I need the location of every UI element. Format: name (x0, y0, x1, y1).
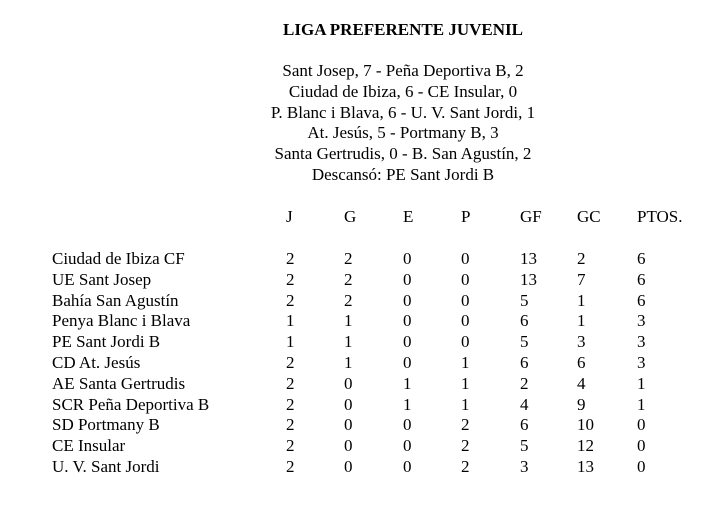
stat-cell: 0 (461, 311, 470, 331)
stat-cell: 5 (520, 290, 529, 310)
stat-cell: 13 (520, 269, 537, 289)
stat-cell: 1 (461, 353, 470, 372)
result-line: Sant Josep, 7 - Peña Deportiva B, 2 (282, 61, 524, 80)
stat-cell: 1 (637, 394, 646, 414)
page-title: LIGA PREFERENTE JUVENIL (283, 20, 523, 39)
stat-cell: 0 (461, 269, 470, 289)
stat-cell: 10 (577, 415, 594, 435)
team-name: U. V. Sant Jordi (52, 457, 160, 476)
stat-cell: 6 (637, 249, 646, 268)
stat-cell: 3 (577, 332, 586, 352)
stat-cell: 13 (520, 249, 537, 268)
stat-cell: 0 (403, 290, 412, 310)
stat-cell: 1 (461, 373, 470, 393)
stat-cell: 0 (461, 332, 470, 352)
stat-cell: 1 (286, 332, 295, 352)
stat-cell: 5 (520, 436, 529, 456)
stat-cell: 2 (286, 353, 295, 372)
team-name: PE Sant Jordi B (52, 332, 161, 352)
stat-cell: 1 (286, 311, 295, 331)
stat-cell: 12 (577, 436, 594, 456)
team-name: UE Sant Josep (52, 269, 152, 289)
stat-cell: 2 (520, 373, 529, 393)
stat-cell: 1 (344, 332, 353, 352)
stat-cell: 1 (637, 373, 646, 393)
stat-cell: 2 (286, 290, 295, 310)
stat-cell: 2 (344, 269, 353, 289)
stat-cell: 3 (637, 332, 646, 352)
stat-cell: 2 (344, 249, 353, 268)
col-header-g: G (344, 207, 357, 226)
stat-cell: 0 (344, 373, 353, 393)
stat-cell: 2 (286, 415, 295, 435)
stat-cell: 0 (461, 290, 470, 310)
stat-cell: 2 (461, 436, 470, 456)
stat-cell: 2 (286, 249, 295, 268)
stat-cell: 2 (461, 457, 470, 476)
stat-cell: 3 (520, 457, 529, 476)
result-line: Ciudad de Ibiza, 6 - CE Insular, 0 (288, 81, 518, 101)
team-name: Penya Blanc i Blava (52, 311, 191, 331)
col-header-p: P (461, 207, 471, 226)
stat-cell: 0 (344, 436, 353, 456)
stat-cell: 2 (286, 269, 295, 289)
stat-cell: 0 (403, 311, 412, 331)
stat-cell: 6 (520, 353, 529, 372)
stat-cell: 6 (520, 415, 529, 435)
rest-team-line: Descansó: PE Sant Jordi B (311, 164, 495, 184)
stat-cell: 0 (403, 249, 412, 268)
col-header-ptos: PTOS. (637, 207, 683, 226)
team-name: AE Santa Gertrudis (52, 373, 186, 393)
team-name: CD At. Jesús (52, 353, 141, 372)
team-name: CE Insular (52, 436, 126, 456)
stat-cell: 0 (403, 457, 412, 476)
stat-cell: 0 (637, 457, 646, 476)
stat-cell: 0 (403, 415, 412, 435)
stat-cell: 0 (637, 436, 646, 456)
col-header-e: E (403, 207, 414, 226)
stat-cell: 3 (637, 353, 646, 372)
stat-cell: 0 (403, 332, 412, 352)
stat-cell: 1 (344, 311, 353, 331)
stat-cell: 6 (637, 269, 646, 289)
stat-cell: 6 (637, 290, 646, 310)
stat-cell: 9 (577, 394, 586, 414)
col-header-j: J (286, 207, 293, 226)
stat-cell: 4 (577, 373, 586, 393)
stat-cell: 1 (461, 394, 470, 414)
stat-cell: 0 (637, 415, 646, 435)
col-header-gc: GC (577, 207, 601, 226)
stat-cell: 0 (403, 436, 412, 456)
stat-cell: 0 (403, 269, 412, 289)
stat-cell: 1 (403, 373, 412, 393)
team-name: Bahía San Agustín (52, 290, 179, 310)
stat-cell: 7 (577, 269, 586, 289)
stat-cell: 0 (344, 457, 353, 476)
stat-cell: 0 (461, 249, 470, 268)
stat-cell: 0 (344, 394, 353, 414)
stat-cell: 2 (286, 457, 295, 476)
stat-cell: 2 (286, 436, 295, 456)
stat-cell: 3 (637, 311, 646, 331)
team-name: SCR Peña Deportiva B (52, 394, 210, 414)
result-line: At. Jesús, 5 - Portmany B, 3 (307, 123, 499, 143)
stat-cell: 2 (344, 290, 353, 310)
stat-cell: 0 (344, 415, 353, 435)
stat-cell: 1 (403, 394, 412, 414)
team-name: Ciudad de Ibiza CF (52, 249, 185, 268)
stat-cell: 5 (520, 332, 529, 352)
stat-cell: 2 (461, 415, 470, 435)
stat-cell: 4 (520, 394, 529, 414)
stat-cell: 6 (577, 353, 586, 372)
stat-cell: 6 (520, 311, 529, 331)
stat-cell: 13 (577, 457, 594, 476)
result-line: Santa Gertrudis, 0 - B. San Agustín, 2 (274, 144, 532, 164)
stat-cell: 2 (286, 373, 295, 393)
col-header-gf: GF (520, 207, 542, 226)
stat-cell: 2 (577, 249, 586, 268)
team-name: SD Portmany B (52, 415, 160, 435)
stat-cell: 0 (403, 353, 412, 372)
stat-cell: 1 (577, 290, 586, 310)
stat-cell: 1 (577, 311, 586, 331)
result-line: P. Blanc i Blava, 6 - U. V. Sant Jordi, 1 (270, 102, 536, 122)
stat-cell: 2 (286, 394, 295, 414)
stat-cell: 1 (344, 353, 353, 372)
